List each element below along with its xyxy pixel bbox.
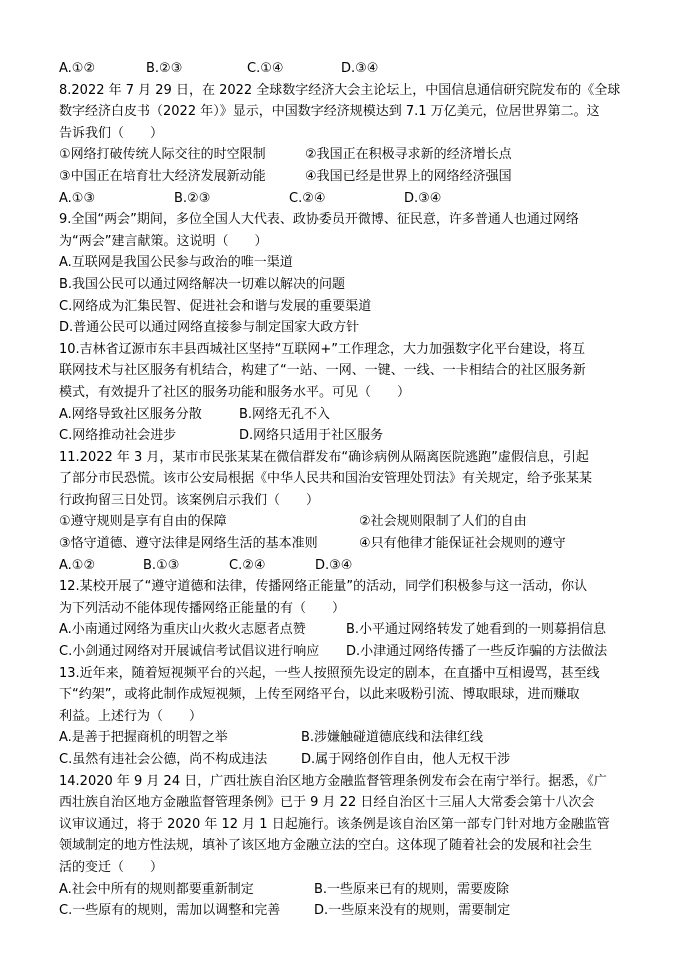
q8-option-d: D.③④ xyxy=(404,190,442,206)
q10-stem-line: 10.吉林省辽源市东丰县西城社区坚持“互联网+”工作理念，大力加强数字化平台建设，将互 xyxy=(59,341,586,357)
q8-options xyxy=(59,188,658,210)
q9-stem-line: 9.全国“两会”期间，多位全国人大代表、政协委员开微博、征民意，许多普通人也通过网络 xyxy=(59,212,579,228)
question-13 xyxy=(59,663,658,771)
q13-option-b: B.涉嫌触碰道德底线和法律红线 xyxy=(301,730,484,746)
question-14 xyxy=(59,771,658,922)
q10-stem-line: 模式，有效提升了社区的服务功能和服务水平。可见（ ） xyxy=(59,384,411,400)
q8-option-b: B.②③ xyxy=(174,190,211,206)
q9-option-a: A.互联网是我国公民参与政治的唯一渠道 xyxy=(59,255,293,271)
q13-option-d: D.属于网络创作自由，他人无权干涉 xyxy=(301,752,511,767)
q14-stem-line: 西壮族自治区地方金融监督管理条例》已于 9 月 22 日经自治区十三届人大常委会第十八次会 xyxy=(59,795,595,811)
q13-stem-line: 下“约架”，或将此制作成短视频，上传至网络平台，以此来吸粉引流、博取眼球，进而赚取 xyxy=(59,687,580,703)
q11-option-b: B.①③ xyxy=(143,557,180,573)
q11-option-d: D.③④ xyxy=(315,557,353,573)
q8-statement-2: ②我国正在积极寻求新的经济增长点 xyxy=(305,147,512,163)
q14-option-c: C.一些原有的规则，需加以调整和完善 xyxy=(59,903,281,919)
q14-option-d: D.一些原来没有的规则，需要制定 xyxy=(314,903,511,919)
q8-statement-3: ③中国正在培育壮大经济发展新动能 xyxy=(59,168,266,184)
q13-stem-line: 利益。上述行为（ ） xyxy=(59,708,203,724)
q8-stem-line: 8.2022 年 7 月 29 日，在 2022 全球数字经济大会主论坛上，中国信息通信研究院发布的《全球 xyxy=(59,82,621,98)
q11-statement-2: ②社会规则限制了人们的自由 xyxy=(359,514,527,530)
q10-option-a: A.网络导致社区服务分散 xyxy=(59,406,202,422)
q7-option-a: A.①② xyxy=(59,61,96,76)
q7-options xyxy=(59,58,658,80)
q14-stem-line: 议审议通过，将于 2020 年 12 月 1 日起施行。该条例是该自治区第一部专门针对地方金融监管 xyxy=(59,816,610,832)
question-8 xyxy=(59,80,658,210)
q10-option-d: D.网络只适用于社区服务 xyxy=(239,428,384,444)
q11-options xyxy=(59,555,658,577)
q9-option-c: C.网络成为汇集民智、促进社会和谐与发展的重要渠道 xyxy=(59,298,372,314)
q14-option-a: A.社会中所有的规则都要重新制定 xyxy=(59,881,254,897)
q12-option-b: B.小平通过网络转发了她看到的一则募捐信息 xyxy=(346,622,607,638)
q10-option-c: C.网络推动社会进步 xyxy=(59,428,177,444)
q14-stem-line: 活的变迁（ ） xyxy=(59,859,164,875)
q8-stem-line: 告诉我们（ ） xyxy=(59,125,164,141)
q14-stem-line: 14.2020 年 9 月 24 日，广西壮族自治区地方金融监督管理条例发布会在南宁举行。据悉，《广 xyxy=(59,773,607,789)
q13-option-c: C.虽然有违社会公德，尚不构成违法 xyxy=(59,752,268,767)
question-12 xyxy=(59,576,658,662)
q12-option-c: C.小剑通过网络对开展诚信考试倡议进行响应 xyxy=(59,644,320,660)
q11-statement-4: ④只有他律才能保证社会规则的遵守 xyxy=(359,536,566,552)
q12-stem-line: 为下列活动不能体现传播网络正能量的有（ ） xyxy=(59,600,346,616)
q9-option-b: B.我国公民可以通过网络解决一切难以解决的问题 xyxy=(59,276,346,292)
q12-option-a: A.小南通过网络为重庆山火救火志愿者点赞 xyxy=(59,622,306,638)
q10-option-b: B.网络无孔不入 xyxy=(239,406,331,422)
q10-stem-line: 联网技术与社区服务有机结合，构建了“一站、一网、一键、一线、一卡相结合的社区服务新 xyxy=(59,363,586,379)
q8-stem-line: 数字经济白皮书（2022 年）》显示，中国数字经济规模达到 7.1 万亿美元，位居世界第二。这 xyxy=(59,104,600,120)
q9-stem-line: 为“两会”建言献策。这说明（ ） xyxy=(59,233,268,249)
question-11 xyxy=(59,447,658,577)
q8-statement-1: ①网络打破传统人际交往的时空限制 xyxy=(59,147,266,163)
q11-stem-line: 11.2022 年 3 月，某市市民张某某在微信群发布“确诊病例从隔离医院逃跑”虚假信息，引起 xyxy=(59,449,589,465)
q14-option-b: B.一些原来已有的规则，需要废除 xyxy=(314,881,510,897)
q13-option-a: A.是善于把握商机的明智之举 xyxy=(59,730,228,746)
q11-statement-1: ①遵守规则是享有自由的保障 xyxy=(59,514,227,530)
q11-stem-line: 了部分市民恐慌。该市公安局根据《中华人民共和国治安管理处罚法》有关规定，给予张某某 xyxy=(59,471,593,487)
q7-option-c: C.①④ xyxy=(247,61,284,76)
q14-stem-line: 领域制定的地方性法规，填补了该区地方金融立法的空白。这体现了随着社会的发展和社会生 xyxy=(59,838,593,854)
question-9 xyxy=(59,209,658,339)
q11-option-a: A.①② xyxy=(59,557,96,573)
q9-option-d: D.普通公民可以通过网络直接参与制定国家大政方针 xyxy=(59,320,360,336)
question-10 xyxy=(59,339,658,447)
q12-stem-line: 12.某校开展了“遵守道德和法律，传播网络正能量”的活动，同学们积极参与这一活动，你认 xyxy=(59,579,588,595)
q11-statement-3: ③恪守道德、遵守法律是网络生活的基本准则 xyxy=(59,536,318,552)
q13-stem-line: 13.近年来，随着短视频平台的兴起，一些人按照预先设定的剧本，在直播中互相谩骂，甚至线 xyxy=(59,665,600,681)
q8-option-c: C.②④ xyxy=(289,190,326,206)
q11-option-c: C.②④ xyxy=(229,557,266,573)
q8-option-a: A.①③ xyxy=(59,190,96,206)
q7-option-b: B.②③ xyxy=(146,61,183,76)
q7-option-d: D.③④ xyxy=(341,61,379,76)
q12-option-d: D.小津通过网络传播了一些反诈骗的方法做法 xyxy=(346,644,608,660)
q8-statement-4: ④我国已经是世界上的网络经济强国 xyxy=(305,168,512,184)
q11-stem-line: 行政拘留三日处罚。该案例启示我们（ ） xyxy=(59,492,320,508)
